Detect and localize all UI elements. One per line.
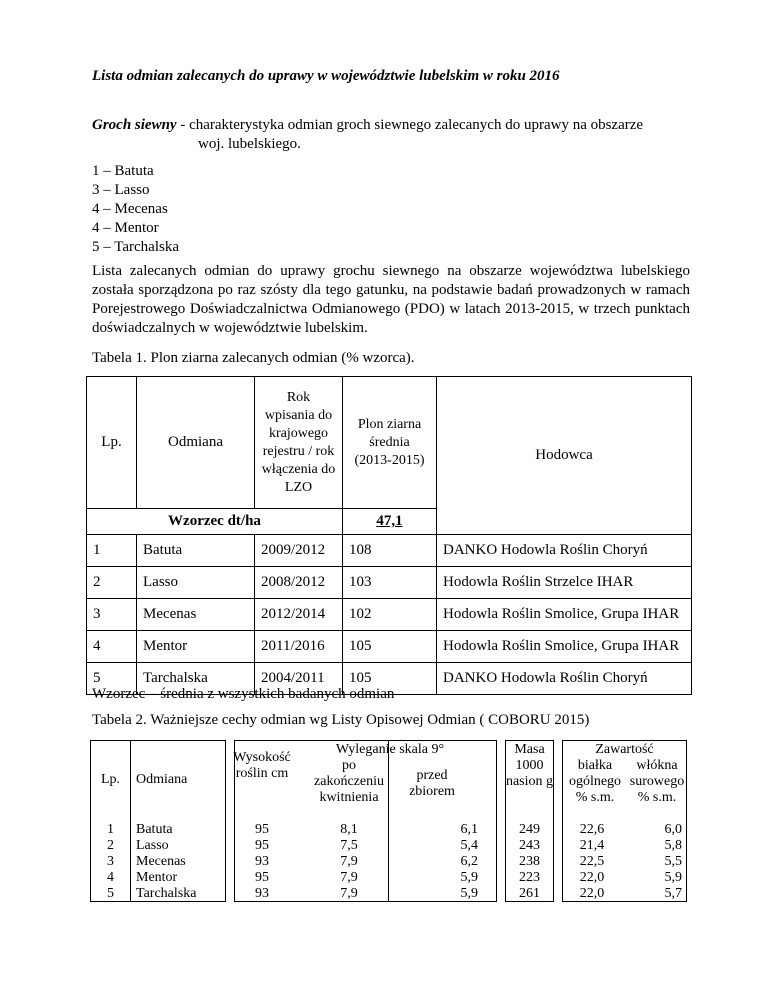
header-przed: przed zbiorem — [409, 768, 455, 799]
table2-caption: Tabela 2. Ważniejsze cechy odmian wg Listy Opisowej Odmian ( COBORU 2015) — [92, 712, 590, 728]
cell-lp: 1 — [107, 822, 114, 837]
description-paragraph: Lista zalecanych odmian do uprawy grochu siewnego na obszarze województwa lubelskiego została sporządzona po raz szósty dla tego gatunku, na podstawie badań prowadzonych w ramach Porejestrowego Doświadczalnictwa Odmianowego (PDO) w latach 2013-2015, w trzech punktach doświadczalnych w województwie lubelskim. — [92, 263, 690, 336]
cell-hodowca: DANKO Hodowla Roślin Choryń — [437, 535, 692, 567]
cell-przed-zbiorem: 5,4 — [460, 838, 478, 853]
list-item: 4 – Mecenas — [92, 201, 168, 217]
cell-po-kwitnieniu: 8,1 — [340, 822, 358, 837]
cell-odmiana: Mentor — [137, 631, 255, 663]
cell-masa: 249 — [519, 822, 540, 837]
cell-hodowca: DANKO Hodowla Roślin Choryń — [437, 663, 692, 695]
cell-wlokno: 5,9 — [664, 870, 682, 885]
species-label: Groch siewny — [92, 117, 177, 133]
cell-wysokosc: 95 — [255, 822, 269, 837]
cell-wysokosc: 95 — [255, 870, 269, 885]
traits-table — [90, 740, 687, 902]
header-wlokna: włókna surowego % s.m. — [629, 758, 685, 805]
cell-bialko: 22,6 — [579, 822, 605, 837]
cell-wysokosc: 95 — [255, 838, 269, 853]
cell-rok: 2008/2012 — [255, 567, 343, 599]
list-item: 1 – Batuta — [92, 163, 154, 179]
cell-odmiana: Lasso — [137, 567, 255, 599]
cell-plon: 102 — [343, 599, 437, 631]
header-odmiana: Odmiana — [136, 772, 188, 787]
cell-rok: 2012/2014 — [255, 599, 343, 631]
header-bialka: białka ogólnego % s.m. — [568, 758, 622, 805]
cell-hodowca: Hodowla Roślin Smolice, Grupa IHAR — [437, 599, 692, 631]
cell-odmiana: Batuta — [136, 822, 173, 837]
cell-wlokno: 5,7 — [664, 886, 682, 901]
cell-lp: 2 — [107, 838, 114, 853]
cell-wlokno: 5,5 — [664, 854, 682, 869]
cell-lp: 1 — [87, 535, 137, 567]
header-plon: Plon ziarna średnia (2013-2015) — [343, 377, 437, 509]
cell-bialko: 21,4 — [579, 838, 605, 853]
header-masa: Masa 1000 nasion g — [505, 742, 554, 789]
header-wysokosc: Wysokość roślin cm — [233, 750, 291, 781]
cell-masa: 238 — [519, 854, 540, 869]
cell-masa: 243 — [519, 838, 540, 853]
table-row — [87, 599, 692, 631]
header-rok: Rok wpisania do krajowego rejestru / rok włączenia do LZO — [255, 377, 343, 509]
cell-odmiana: Mentor — [136, 870, 178, 885]
header-hodowca: Hodowca — [437, 377, 692, 535]
cell-bialko: 22,0 — [579, 870, 605, 885]
cell-hodowca: Hodowla Roślin Smolice, Grupa IHAR — [437, 631, 692, 663]
cell-po-kwitnieniu: 7,9 — [340, 886, 358, 901]
cell-rok: 2004/2011 — [255, 663, 343, 695]
cell-wysokosc: 93 — [255, 886, 269, 901]
cell-plon: 105 — [343, 663, 437, 695]
cell-odmiana: Mecenas — [136, 854, 186, 869]
table-row — [87, 567, 692, 599]
intro-text — [92, 116, 692, 154]
cell-po-kwitnieniu: 7,9 — [340, 854, 358, 869]
wzorzec-value: 47,1 — [343, 509, 437, 535]
table-row — [87, 535, 692, 567]
header-lp: Lp. — [100, 772, 121, 787]
cell-przed-zbiorem: 6,2 — [460, 854, 478, 869]
cell-przed-zbiorem: 5,9 — [460, 870, 478, 885]
header-zawartosc: Zawartość — [595, 742, 654, 757]
cell-plon: 105 — [343, 631, 437, 663]
header-wyleganie: Wyleganie skala 9° — [335, 742, 445, 757]
cell-wysokosc: 93 — [255, 854, 269, 869]
cell-lp: 5 — [107, 886, 114, 901]
header-lp: Lp. — [87, 377, 137, 509]
cell-przed-zbiorem: 5,9 — [460, 886, 478, 901]
list-item: 3 – Lasso — [92, 182, 150, 198]
cell-lp: 4 — [87, 631, 137, 663]
cell-przed-zbiorem: 6,1 — [460, 822, 478, 837]
cell-lp: 3 — [87, 599, 137, 631]
cell-rok: 2011/2016 — [255, 631, 343, 663]
header-po: po zakończeniu kwitnienia — [314, 758, 384, 805]
cell-odmiana: Batuta — [137, 535, 255, 567]
cell-po-kwitnieniu: 7,5 — [340, 838, 358, 853]
cell-lp: 3 — [107, 854, 114, 869]
cell-lp: 5 — [87, 663, 137, 695]
cell-odmiana: Lasso — [136, 838, 169, 853]
header-odmiana: Odmiana — [137, 377, 255, 509]
cell-masa: 223 — [519, 870, 540, 885]
intro-line-2: woj. lubelskiego. — [198, 136, 301, 152]
cell-rok: 2009/2012 — [255, 535, 343, 567]
table1-footnote: Wzorzec – średnia z wszystkich badanych odmian — [92, 686, 395, 702]
cell-wlokno: 6,0 — [664, 822, 682, 837]
variety-list — [92, 162, 179, 257]
cell-bialko: 22,0 — [579, 886, 605, 901]
cell-wlokno: 5,8 — [664, 838, 682, 853]
cell-bialko: 22,5 — [579, 854, 605, 869]
intro-line-1: - charakterystyka odmian groch siewnego zalecanych do uprawy na obszarze — [176, 117, 644, 133]
cell-masa: 261 — [519, 886, 540, 901]
cell-po-kwitnieniu: 7,9 — [340, 870, 358, 885]
cell-odmiana: Mecenas — [137, 599, 255, 631]
cell-lp: 2 — [87, 567, 137, 599]
cell-lp: 4 — [107, 870, 114, 885]
cell-odmiana: Tarchalska — [137, 663, 255, 695]
table-row — [87, 631, 692, 663]
list-item: 5 – Tarchalska — [92, 239, 179, 255]
table1-caption: Tabela 1. Plon ziarna zalecanych odmian (% wzorca). — [92, 350, 415, 366]
cell-odmiana: Tarchalska — [136, 886, 197, 901]
cell-plon: 103 — [343, 567, 437, 599]
list-item: 4 – Mentor — [92, 220, 159, 236]
cell-hodowca: Hodowla Roślin Strzelce IHAR — [437, 567, 692, 599]
yield-table — [86, 376, 692, 695]
wzorzec-label: Wzorzec dt/ha — [87, 509, 343, 535]
cell-plon: 108 — [343, 535, 437, 567]
document-title: Lista odmian zalecanych do uprawy w województwie lubelskim w roku 2016 — [92, 68, 560, 84]
